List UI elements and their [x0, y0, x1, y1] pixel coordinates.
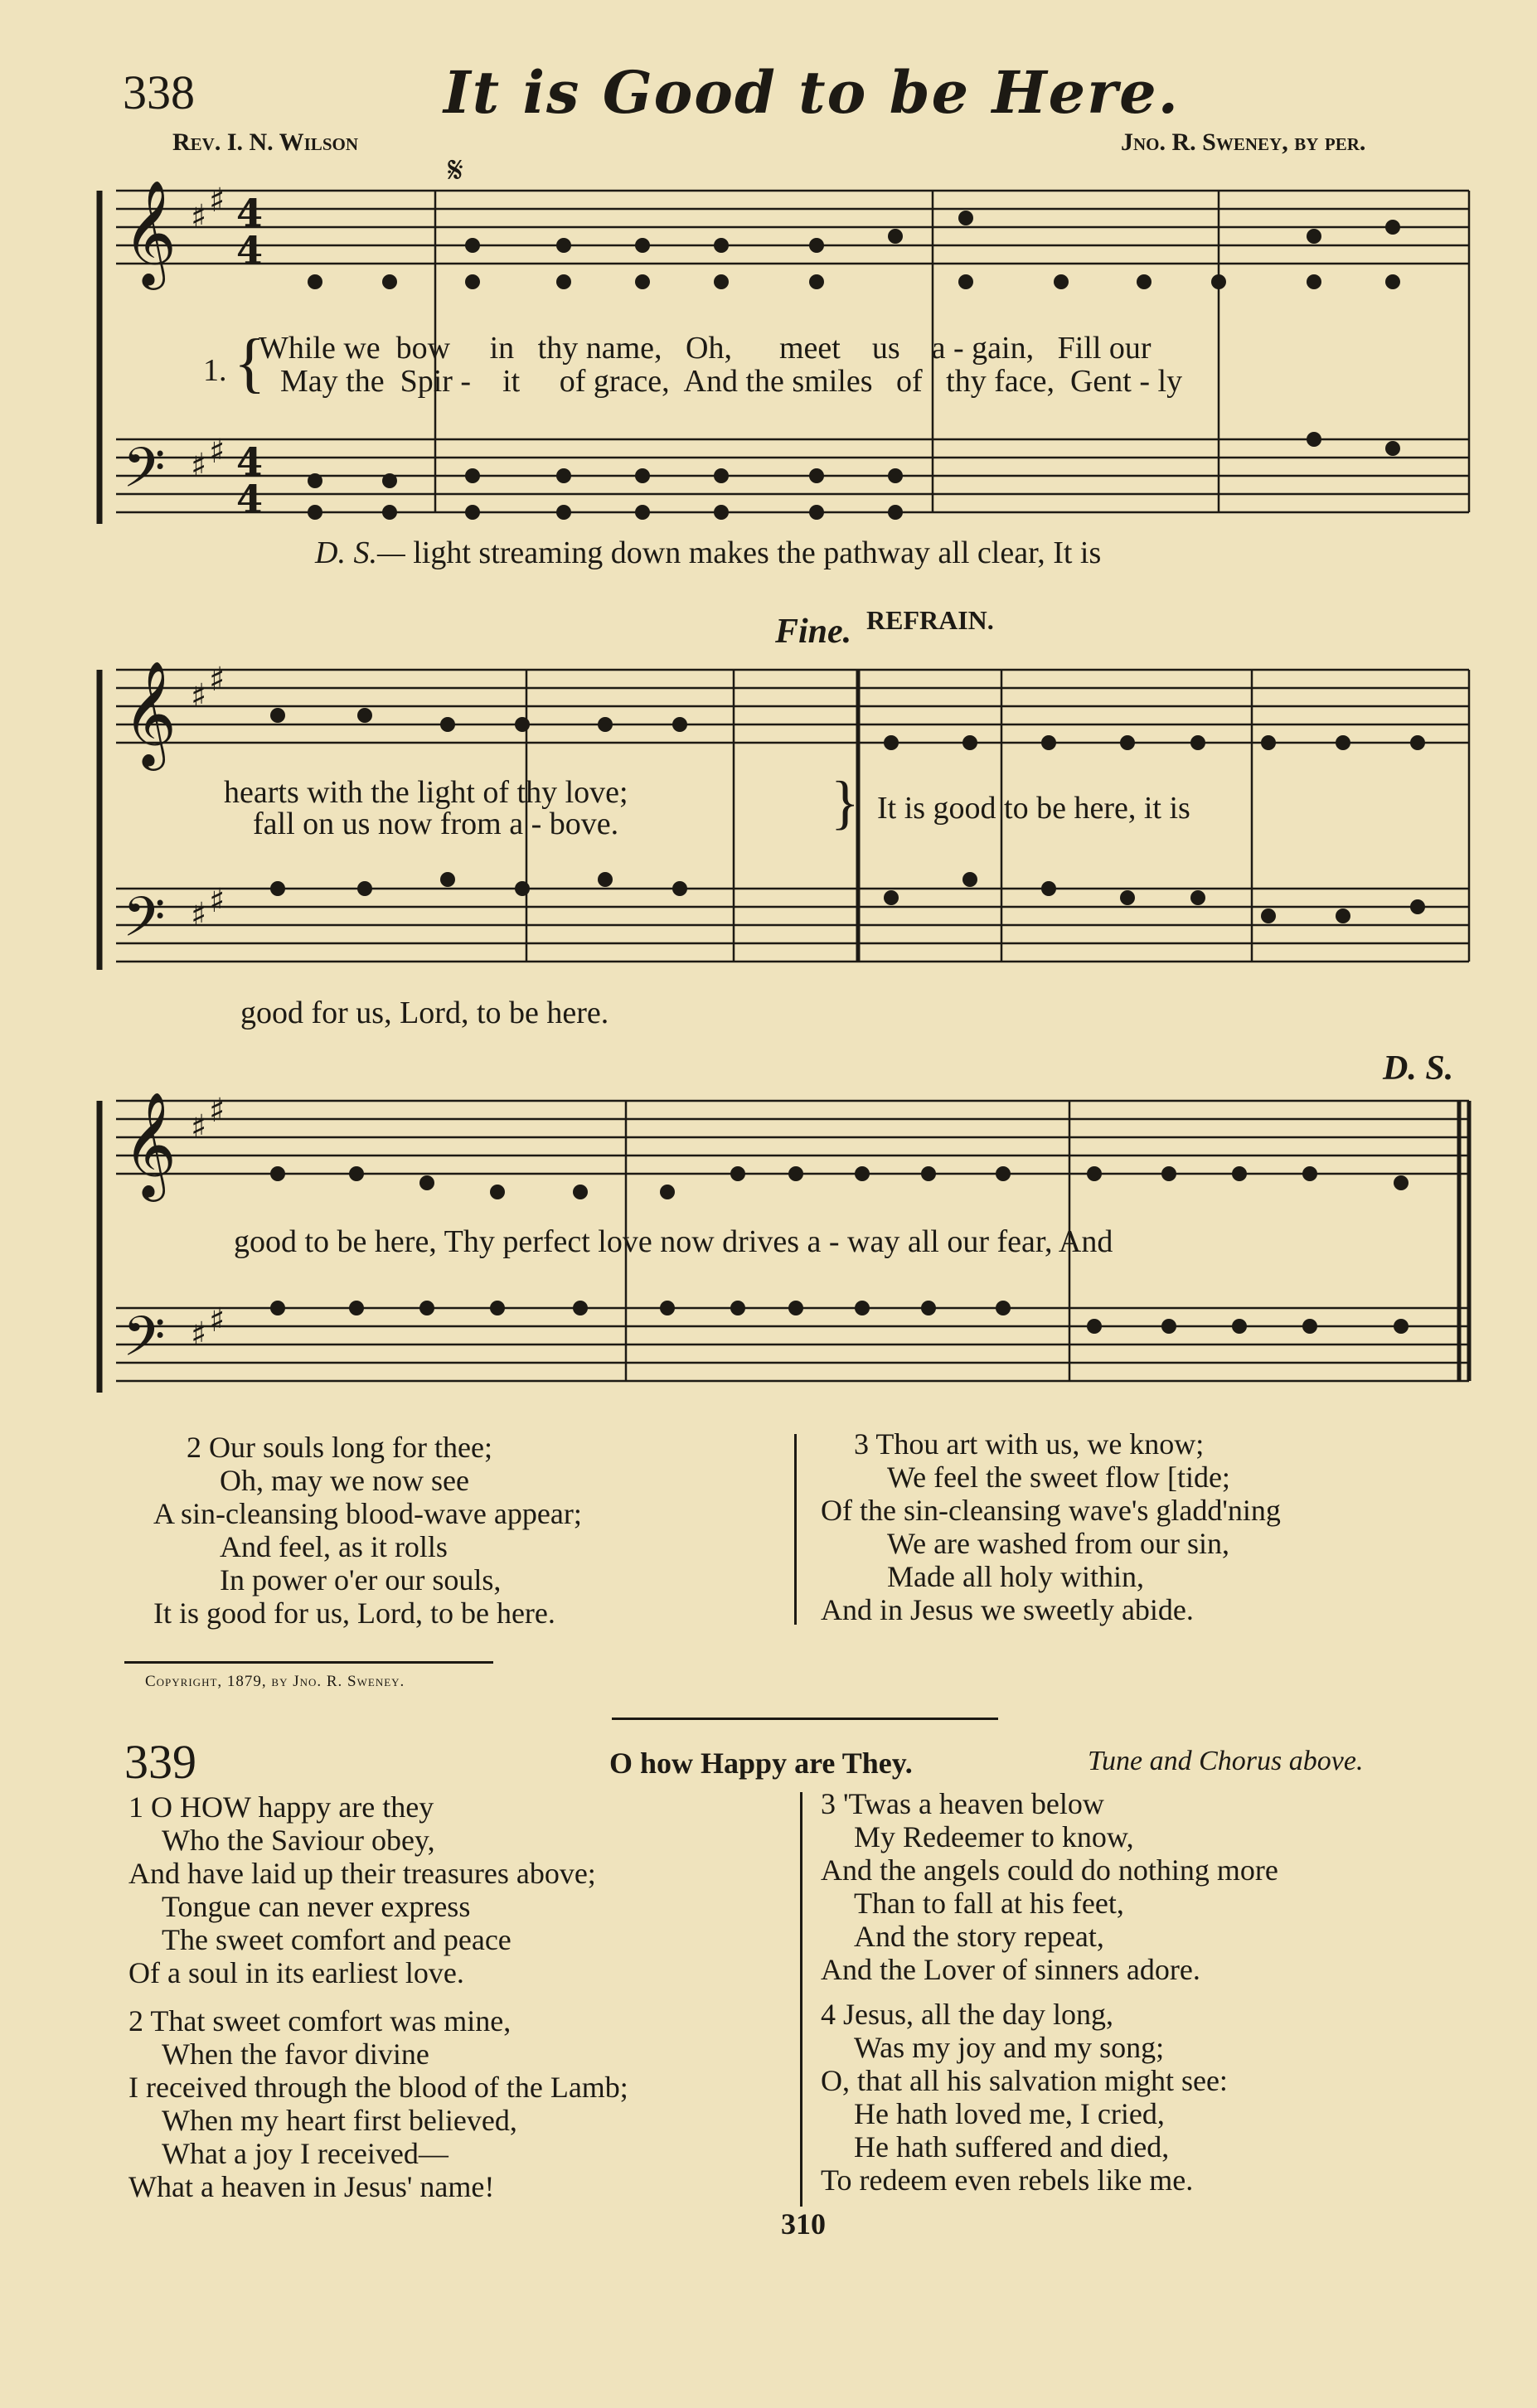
verse-line: When my heart first believed, — [162, 2104, 517, 2137]
refrain-lyric: It is good to be here, it is — [877, 791, 1190, 826]
verse-line: What a joy I received— — [162, 2137, 448, 2170]
lyric-syllable: While we — [259, 331, 381, 366]
svg-text:♯: ♯ — [191, 1108, 207, 1146]
lyric-brace-right: } — [831, 769, 860, 836]
verse-line: Tongue can never express — [162, 1890, 471, 1923]
fine-marker: Fine. — [775, 613, 852, 651]
refrain-label: REFRAIN. — [866, 605, 994, 635]
verse-line: The sweet comfort and peace — [162, 1923, 512, 1956]
section-rule — [612, 1718, 998, 1720]
lyric-syllable: in — [489, 331, 515, 366]
lyric-syllable: us — [871, 331, 900, 366]
verse-line: 2 That sweet comfort was mine, — [128, 2004, 512, 2037]
svg-text:𝄢: 𝄢 — [123, 436, 166, 513]
svg-text:4: 4 — [236, 228, 264, 273]
verse-line: To redeem even rebels like me. — [821, 2163, 1194, 2197]
lyric-syllable: a - gain, — [931, 331, 1035, 366]
lyric-syllable: bow — [395, 331, 451, 366]
verse-line: When the favor divine — [162, 2037, 429, 2071]
lyric-syllable: thy face, — [946, 364, 1055, 399]
lyric-brace: { — [234, 327, 266, 400]
svg-text:♯: ♯ — [209, 661, 225, 699]
verse-line: Was my joy and my song; — [854, 2031, 1165, 2064]
svg-text:4: 4 — [236, 477, 264, 521]
verse-line: 3 Thou art with us, we know; — [854, 1427, 1205, 1461]
svg-text:𝄢: 𝄢 — [123, 885, 166, 962]
lyric-line-1 — [259, 330, 1152, 366]
verse-line: Of a soul in its earliest love. — [128, 1956, 464, 1989]
verse-line: Made all holy within, — [887, 1560, 1144, 1593]
verse-2 — [153, 1431, 582, 1630]
verse-line: 2 Our souls long for thee; — [187, 1431, 492, 1464]
verse-line: Of the sin-cleansing wave's gladd'ning — [821, 1494, 1281, 1527]
verse-line: He hath loved me, I cried, — [854, 2097, 1165, 2130]
lyric-syllable: it — [502, 364, 521, 399]
system2-line-2: fall on us now from a - bove. — [253, 807, 619, 841]
author-credit: Rev. I. N. Wilson — [172, 128, 358, 156]
verse-line: Oh, may we now see — [220, 1464, 469, 1497]
verse-line: We are washed from our sin, — [887, 1527, 1229, 1560]
segno-icon: 𝄋 — [448, 150, 463, 191]
stanza-marker: 1. — [203, 353, 227, 388]
page-number: 310 — [781, 2207, 826, 2241]
verse-line: A sin-cleansing blood-wave appear; — [153, 1497, 582, 1530]
verse-line: And the story repeat, — [854, 1920, 1104, 1953]
svg-text:♯: ♯ — [191, 198, 207, 236]
svg-text:𝄢: 𝄢 — [123, 1305, 166, 1382]
svg-text:𝄞: 𝄞 — [123, 1091, 177, 1197]
svg-text:♯: ♯ — [191, 1315, 207, 1354]
verse-339-2 — [128, 2004, 628, 2203]
verse-line: And feel, as it rolls — [220, 1530, 448, 1563]
ds-label: D. S.— — [315, 535, 405, 570]
verse-line: And the angels could do nothing more — [821, 1853, 1278, 1887]
lyric-syllable: And the smiles — [683, 364, 873, 399]
tune-note: Tune and Chorus above. — [1088, 1746, 1364, 1776]
svg-text:♯: ♯ — [191, 677, 207, 715]
verse-line: And have laid up their treasures above; — [128, 1857, 596, 1890]
lyric-syllable: meet — [778, 331, 841, 366]
ds-text: light streaming down makes the pathway all clear, It is — [413, 535, 1102, 570]
lyric-syllable: Oh, — [686, 331, 732, 366]
lyric-syllable: Spir - — [400, 364, 472, 399]
verse-line: Than to fall at his feet, — [854, 1887, 1124, 1920]
svg-text:𝄞: 𝄞 — [123, 179, 177, 285]
hymn-title-339: O how Happy are They. — [609, 1747, 913, 1780]
lyric-line-2 — [280, 363, 1182, 400]
svg-text:4: 4 — [236, 191, 264, 235]
svg-text:♯: ♯ — [209, 1301, 225, 1340]
svg-text:♯: ♯ — [209, 433, 225, 471]
verse-line: He hath suffered and died, — [854, 2130, 1170, 2163]
verse-line: And in Jesus we sweetly abide. — [821, 1593, 1194, 1626]
verse-339-3 — [821, 1787, 1278, 1986]
verse-3 — [821, 1427, 1281, 1626]
verse-line: O, that all his salvation might see: — [821, 2064, 1228, 2097]
verse-divider — [794, 1434, 797, 1625]
verse-line: Who the Saviour obey, — [162, 1824, 435, 1857]
lyric-syllable: May the — [280, 364, 385, 399]
verse-line: I received through the blood of the Lamb; — [128, 2071, 628, 2104]
hymn-number-339: 339 — [124, 1735, 196, 1789]
hymn-number: 338 — [123, 65, 195, 119]
svg-text:♯: ♯ — [209, 182, 225, 220]
lyric-syllable: thy name, — [537, 331, 662, 366]
verse-line: We feel the sweet flow [tide; — [887, 1461, 1230, 1494]
svg-text:♯: ♯ — [191, 447, 207, 485]
copyright: Copyright, 1879, by Jno. R. Sweney. — [145, 1673, 405, 1690]
verse-339-4 — [821, 1998, 1228, 2197]
ds-lyric-line — [315, 535, 1101, 571]
svg-text:♯: ♯ — [191, 896, 207, 934]
verse-line: 1 O HOW happy are they — [128, 1790, 434, 1824]
system2-below-lyric: good for us, Lord, to be here. — [240, 996, 609, 1030]
hymn-title: It is Good to be Here. — [444, 58, 1180, 127]
verse-line: My Redeemer to know, — [854, 1820, 1134, 1853]
svg-text:𝄞: 𝄞 — [123, 660, 177, 766]
verse-339-1 — [128, 1790, 596, 1989]
verse-line: It is good for us, Lord, to be here. — [153, 1596, 555, 1630]
lyric-syllable: of — [896, 364, 923, 399]
copyright-rule — [124, 1661, 493, 1664]
svg-text:4: 4 — [236, 439, 264, 484]
ds-marker: D. S. — [1383, 1049, 1454, 1088]
lyric-syllable: of grace, — [559, 364, 670, 399]
verse-line: 3 'Twas a heaven below — [821, 1787, 1104, 1820]
composer-credit: Jno. R. Sweney, by per. — [1121, 128, 1366, 156]
verse-line: And the Lover of sinners adore. — [821, 1953, 1200, 1986]
system3-lyric: good to be here, Thy perfect love now drives a - way all our fear, And — [234, 1224, 1113, 1259]
verse-divider-339 — [800, 1792, 802, 2207]
system2-line-1: hearts with the light of thy love; — [224, 775, 628, 810]
svg-text:♯: ♯ — [209, 1092, 225, 1130]
verse-line: 4 Jesus, all the day long, — [821, 1998, 1113, 2031]
verse-line: In power o'er our souls, — [220, 1563, 502, 1596]
verse-line: What a heaven in Jesus' name! — [128, 2170, 495, 2203]
svg-text:♯: ♯ — [209, 882, 225, 920]
lyric-syllable: Gent - ly — [1069, 364, 1183, 399]
lyric-syllable: Fill our — [1057, 331, 1152, 366]
